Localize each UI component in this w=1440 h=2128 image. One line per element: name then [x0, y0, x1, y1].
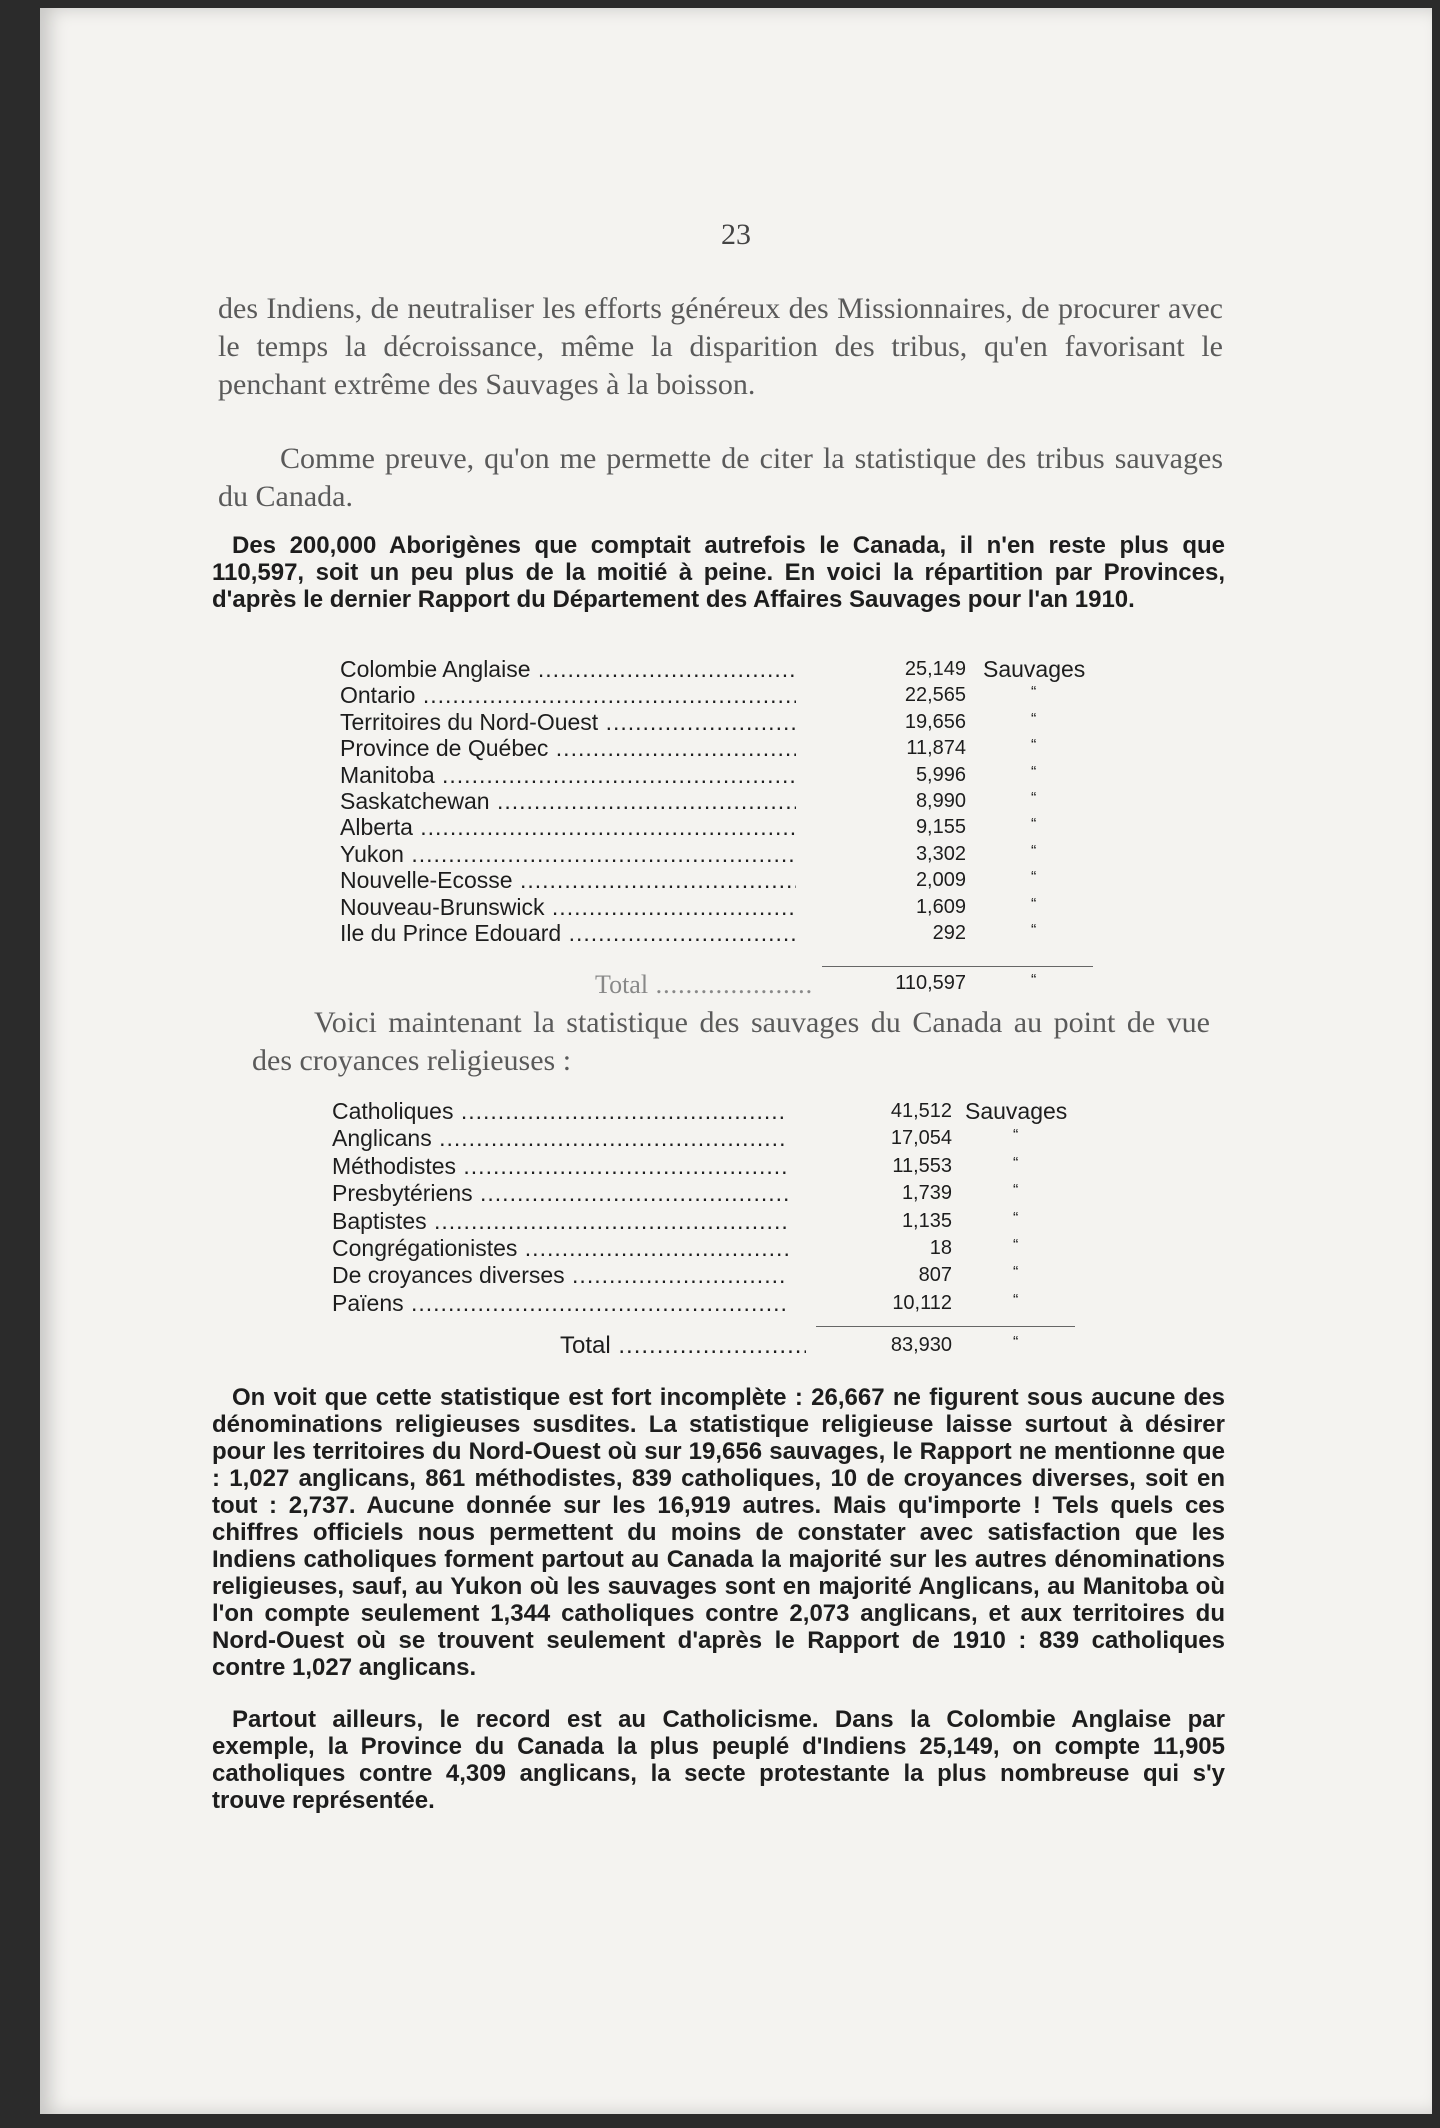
table-row [340, 894, 1123, 920]
row-label: Presbytériens ..... [332, 1180, 788, 1207]
row-label: Yukon ..... [340, 841, 796, 868]
ditto-mark: “ [1031, 842, 1037, 860]
row-label: Alberta ..... [340, 814, 796, 841]
table-row [332, 1290, 1105, 1316]
row-label: Saskatchewan ..... [340, 788, 796, 815]
ditto-mark: “ [1031, 684, 1037, 702]
total-rule [816, 1326, 1075, 1327]
total-row [595, 970, 1123, 999]
row-value: 1,135 [901, 1209, 952, 1232]
document-page [40, 8, 1432, 2114]
ditto-mark: “ [1031, 869, 1037, 887]
intro-paragraph: des Indiens, de neutraliser les efforts généreux des Missionnaires, de procurer avec le temps la décroissance, même la disparition des tribus, qu'en favorisant le penchant extrême des Sauvages à la boisson. [218, 292, 1223, 401]
total-label: Total ..... [595, 970, 812, 1000]
ditto-mark: “ [1013, 1334, 1019, 1351]
row-label: Méthodistes ..... [332, 1153, 788, 1180]
total-value: 83,930 [890, 1334, 952, 1356]
table-row [332, 1235, 1105, 1261]
total-rule [822, 966, 1093, 967]
page-number: 23 [721, 218, 751, 251]
ditto-mark: “ [1031, 737, 1037, 755]
table-row [332, 1098, 1105, 1124]
croyances-paragraph: Voici maintenant la statistique des sauvages du Canada au point de vue des croyances religieuses : [252, 1006, 1210, 1077]
row-value: 11,874 [906, 737, 966, 760]
ditto-mark: “ [1013, 1264, 1019, 1282]
row-value: 41,512 [890, 1100, 952, 1122]
ditto-mark: “ [1031, 895, 1037, 913]
row-label: Manitoba ..... [340, 762, 796, 789]
row-value: 292 [932, 922, 966, 944]
row-value: 9,155 [915, 816, 966, 839]
table-row [332, 1180, 1105, 1206]
row-value: 1,609 [915, 895, 966, 918]
row-label: Anglicans ..... [332, 1125, 788, 1152]
total-value: 110,597 [895, 972, 966, 994]
preuve-paragraph: Comme preuve, qu'on me permette de citer la statistique des tribus sauvages du Canada. [218, 442, 1223, 513]
row-label: Baptistes ..... [332, 1208, 788, 1235]
ditto-mark: “ [1031, 790, 1037, 807]
ditto-mark: “ [1013, 1182, 1019, 1200]
partout-paragraph: Partout ailleurs, le record est au Catholicisme. Dans la Colombie Anglaise par exemple, la Province du Canada la plus peuplé d'Indiens 25,149, on compte 11,905 catholiques contre 4,309 anglicans, la secte protestante la plus nombreuse qui s'y trouve représentée. [212, 1706, 1225, 1814]
ditto-mark: “ [1031, 816, 1037, 834]
row-label: Ontario ..... [340, 682, 796, 709]
row-value: 5,996 [915, 763, 966, 786]
row-value: 8,990 [915, 790, 966, 812]
ditto-mark: “ [1031, 972, 1037, 989]
table-row [332, 1262, 1105, 1288]
row-label: Province de Québec ..... [340, 735, 796, 762]
table-row [340, 841, 1123, 867]
row-unit: Sauvages [983, 656, 1086, 682]
row-value: 11,553 [892, 1154, 952, 1177]
row-value: 22,565 [904, 684, 966, 707]
row-label: Ile du Prince Edouard ..... [340, 920, 796, 947]
table-row [332, 1125, 1105, 1151]
ditto-mark: “ [1031, 710, 1037, 728]
row-value: 25,149 [904, 658, 966, 680]
table-row [340, 788, 1123, 814]
aborigenes-paragraph: Des 200,000 Aborigènes que comptait autrefois le Canada, il n'en reste plus que 110,597, soit un peu plus de la moitié à peine. En voici la répartition par Provinces, d'après le dernier Rapport du Département des Affaires Sauvages pour l'an 1910. [212, 532, 1225, 613]
row-value: 18 [929, 1237, 952, 1259]
total-row [560, 1332, 1105, 1358]
row-label: Nouvelle-Ecosse ..... [340, 867, 796, 894]
row-value: 10,112 [892, 1291, 952, 1314]
table-row [340, 867, 1123, 893]
ditto-mark: “ [1013, 1237, 1019, 1254]
row-label: Nouveau-Brunswick ..... [340, 894, 796, 921]
table-row [332, 1153, 1105, 1179]
row-label: Colombie Anglaise ..... [340, 656, 796, 683]
ditto-mark: “ [1031, 922, 1037, 939]
ditto-mark: “ [1013, 1127, 1019, 1145]
ditto-mark: “ [1031, 763, 1037, 781]
row-label: De croyances diverses ..... [332, 1262, 788, 1289]
row-label: Païens ..... [332, 1290, 788, 1317]
row-value: 3,302 [915, 842, 966, 865]
table-row [340, 656, 1123, 682]
row-label: Congrégationistes ..... [332, 1235, 788, 1262]
row-label: Territoires du Nord-Ouest ..... [340, 709, 796, 736]
ditto-mark: “ [1013, 1154, 1019, 1172]
row-label: Catholiques ..... [332, 1098, 788, 1125]
table-row [340, 814, 1123, 840]
table-row [340, 920, 1123, 946]
table-row [340, 762, 1123, 788]
row-value: 2,009 [915, 869, 966, 892]
table-row [340, 709, 1123, 735]
table-row [340, 735, 1123, 761]
row-value: 1,739 [901, 1182, 952, 1205]
ditto-mark: “ [1013, 1209, 1019, 1227]
total-label: Total ..... [560, 1332, 806, 1360]
ditto-mark: “ [1013, 1291, 1019, 1309]
incomplete-paragraph: On voit que cette statistique est fort incomplète : 26,667 ne figurent sous aucune des dénominations religieuses susdites. La statistique religieuse laisse surtout à désirer pour les territoires du Nord-Ouest où sur 19,656 sauvages, le Rapport ne mentionne que : 1,027 anglicans, 861 méthodistes, 839 catholiques, 10 de croyances diverses, soit en tout : 2,737. Aucune donnée sur les 16,919 autres. Mais qu'importe ! Tels quels ces chiffres officiels nous permettent du moins de constater avec satisfaction que les Indiens catholiques forment partout au Canada la majorité sur les autres dénominations religieuses, sauf, au Yukon où les sauvages sont en majorité Anglicans, au Manitoba où l'on compte seulement 1,344 catholiques contre 2,073 anglicans, et aux territoires du Nord-Ouest où se trouvent seulement d'après le Rapport de 1910 : 839 catholiques contre 1,027 anglicans. [212, 1384, 1225, 1681]
table-row [332, 1208, 1105, 1234]
row-value: 17,054 [890, 1127, 952, 1150]
row-value: 19,656 [904, 710, 966, 733]
row-unit: Sauvages [965, 1098, 1068, 1124]
row-value: 807 [918, 1264, 952, 1287]
table-row [340, 682, 1123, 708]
